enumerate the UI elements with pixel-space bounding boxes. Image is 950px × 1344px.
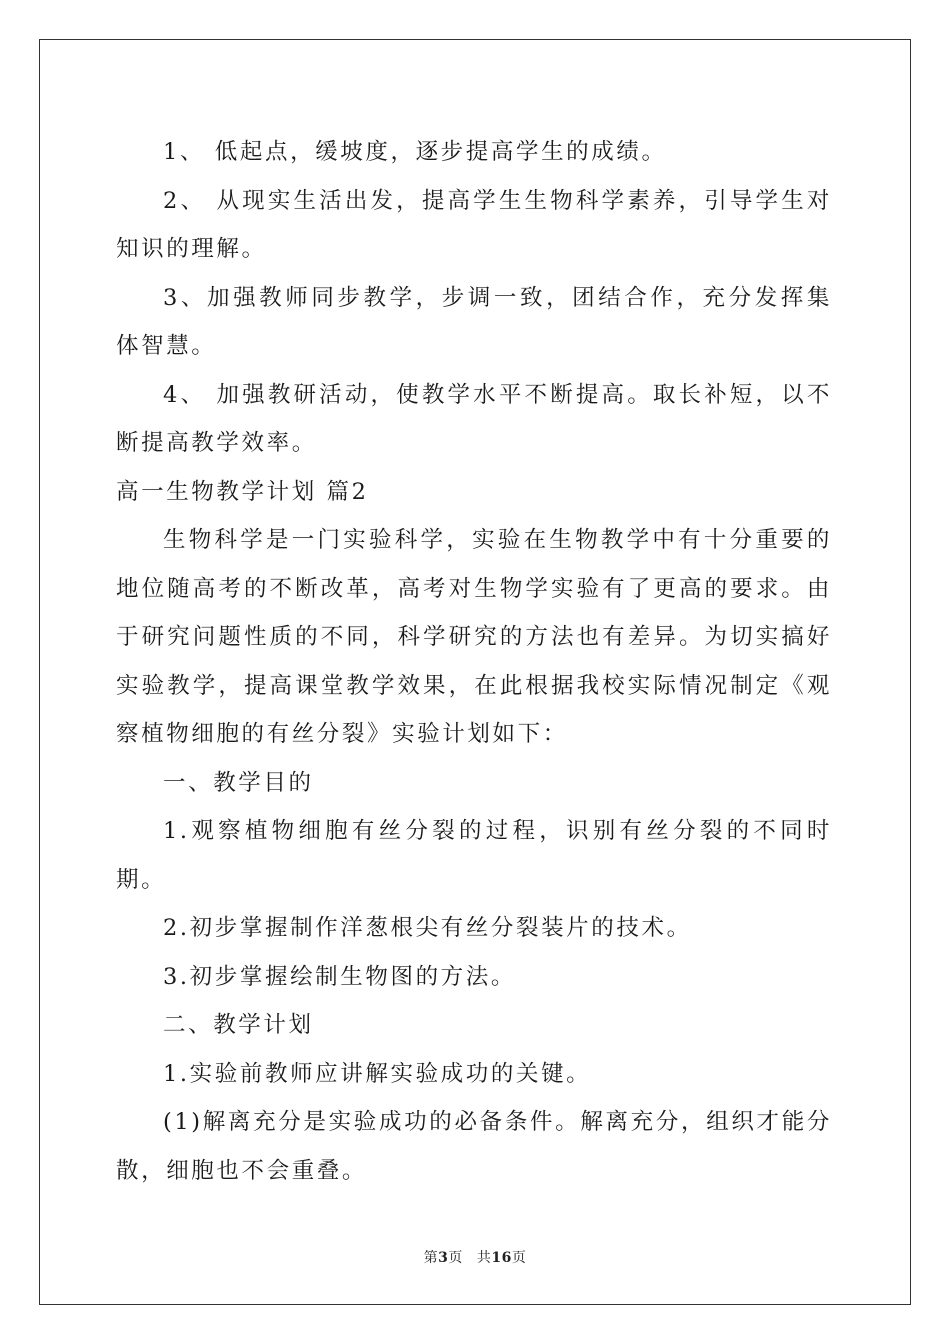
goal-item-2: 2.初步掌握制作洋葱根尖有丝分裂装片的技术。 <box>163 915 692 941</box>
footer-page-total: 16 <box>491 1250 512 1266</box>
footer-total-prefix: 共 <box>476 1250 492 1266</box>
plan-item-1-sub-1: (1)解离充分是实验成功的必备条件。解离充分，组织才能分散，细胞也不会重叠。 <box>116 1109 832 1184</box>
footer-total-suffix: 页 <box>511 1250 527 1266</box>
heading-teaching-goal: 一、教学目的 <box>163 769 314 796</box>
paragraph-4: 4、 加强教研活动，使教学水平不断提高。取长补短，以不断提高教学效率。 <box>116 381 832 456</box>
paragraph-intro: 生物科学是一门实验科学，实验在生物教学中有十分重要的地位随高考的不断改革，高考对生物学实验有了更高的要求。由于研究问题性质的不同，科学研究的方法也有差异。为切实搞好实验教学，提高课堂教学效果，在此根据我校实际情况制定《观察植物细胞的有丝分裂》实验计划如下： <box>116 527 832 747</box>
document-body <box>116 128 832 1195</box>
footer-page-prefix: 第 <box>423 1250 439 1266</box>
paragraph-1: 1、 低起点，缓坡度，逐步提高学生的成绩。 <box>163 139 667 165</box>
page-footer <box>0 1247 950 1267</box>
footer-page-suffix: 页 <box>448 1250 463 1266</box>
footer-page-current: 3 <box>438 1250 449 1266</box>
paragraph-2: 2、 从现实生活出发，提高学生生物科学素养，引导学生对知识的理解。 <box>116 187 832 262</box>
paragraph-3: 3、加强教师同步教学，步调一致，团结合作，充分发挥集体智慧。 <box>116 284 832 359</box>
heading-teaching-plan: 二、教学计划 <box>163 1012 314 1038</box>
goal-item-1: 1.观察植物细胞有丝分裂的过程，识别有丝分裂的不同时期。 <box>116 818 832 893</box>
plan-item-1: 1.实验前教师应讲解实验成功的关键。 <box>163 1060 592 1087</box>
goal-item-3: 3.初步掌握绘制生物图的方法。 <box>163 963 516 990</box>
section-heading: 高一生物教学计划 篇2 <box>116 478 369 505</box>
